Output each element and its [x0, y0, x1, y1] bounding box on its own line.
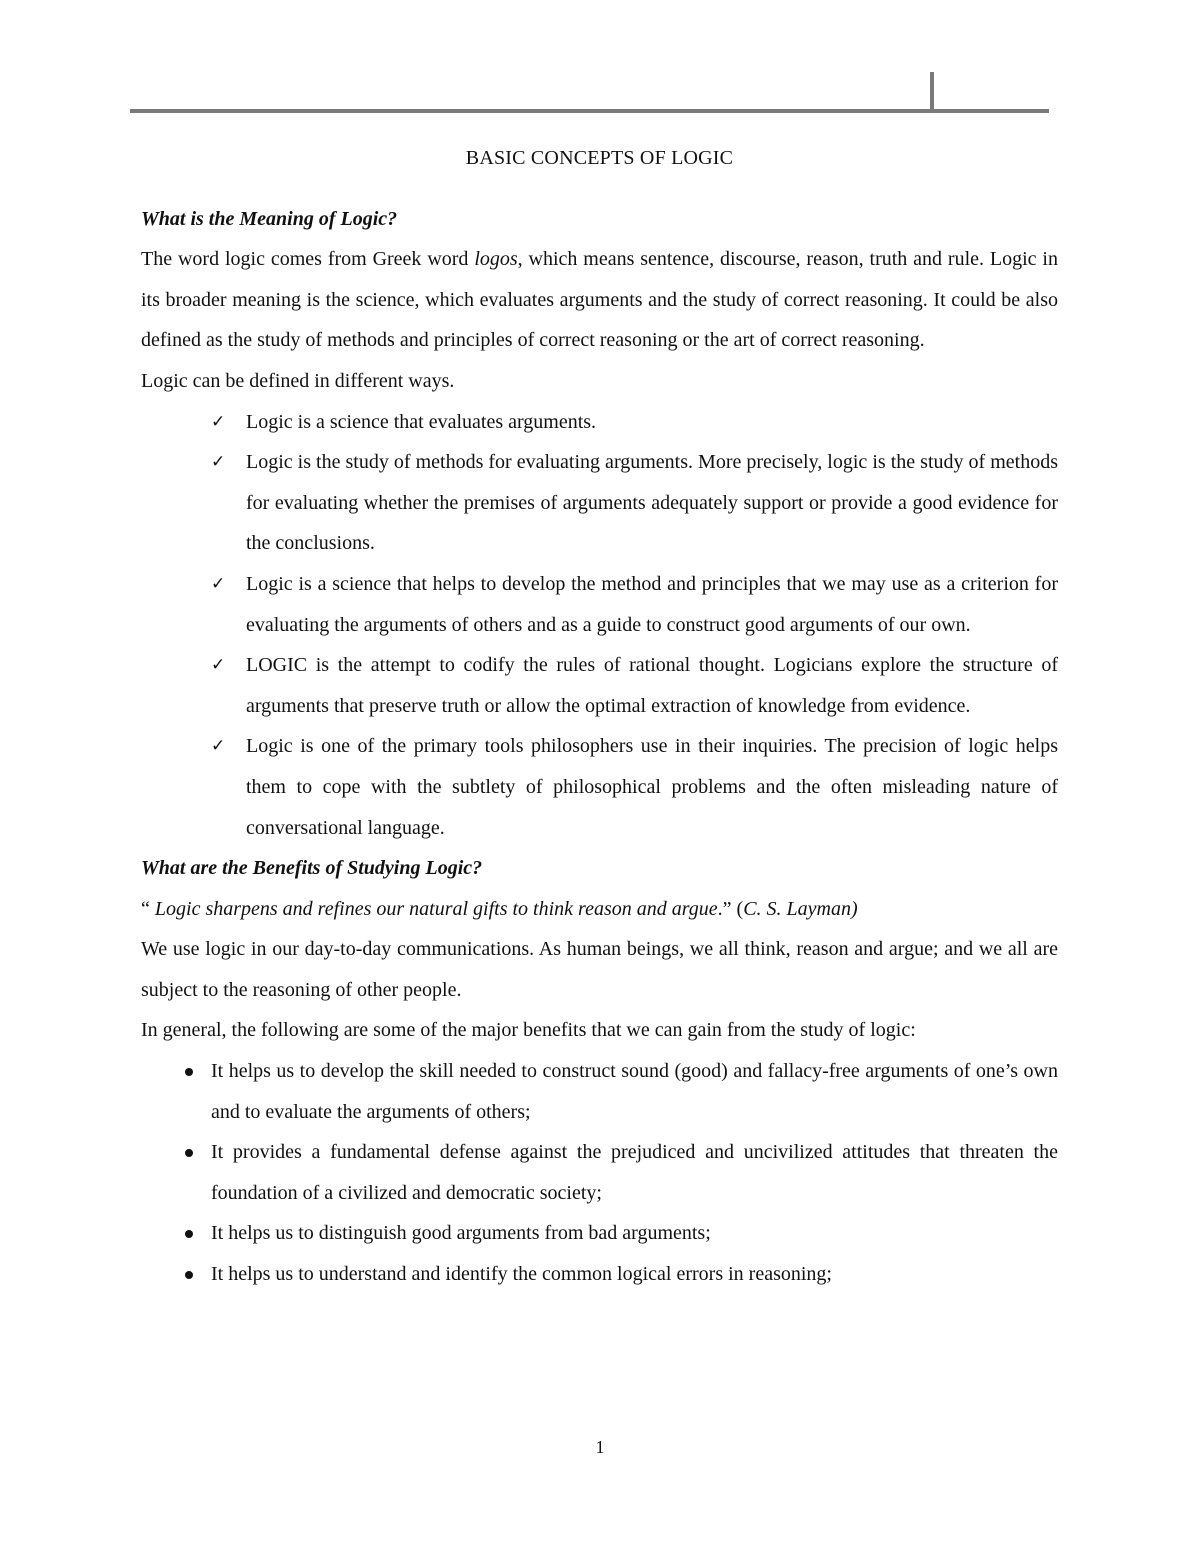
benefit-text: It helps us to develop the skill needed to construct sound (good) and fallacy-free arguments of one’s own and to evaluate the arguments of others;	[211, 1060, 1058, 1123]
section-heading-benefits: What are the Benefits of Studying Logic?	[141, 857, 483, 880]
benefits-lead: In general, the following are some of the major benefits that we can gain from the study of logic:	[141, 1019, 916, 1042]
benefits-paragraph: We use logic in our day-to-day communications. As human beings, we all think, reason and argue; and we all are subject to the reasoning of other people.	[141, 938, 1058, 1001]
quote-author: C. S. Layman)	[743, 897, 858, 920]
benefit-text: It helps us to understand and identify the common logical errors in reasoning;	[211, 1263, 832, 1286]
section-heading-meaning: What is the Meaning of Logic?	[141, 207, 398, 230]
term-logos: logos	[474, 248, 518, 271]
definition-text: Logic is a science that evaluates arguments.	[246, 410, 597, 433]
list-item	[141, 726, 1058, 848]
checkmark-icon: ✓	[211, 655, 226, 676]
header-rule	[130, 109, 1049, 113]
list-item	[141, 1132, 1058, 1213]
intro-paragraph	[141, 239, 1058, 361]
bullet-icon	[185, 1149, 193, 1157]
checkmark-icon: ✓	[211, 452, 226, 473]
quote-open-mark: “	[141, 897, 155, 920]
intro-text-end: , which means sentence, discourse, reason, truth and rule. Logic in its broader meaning is the science, which evaluates arguments and the study of correct reasoning. It could be also defined as the study of methods and principles of correct reasoning or the art of correct reasoning.	[141, 248, 1058, 352]
quote-close-mark: .” (	[717, 897, 744, 920]
header-rule-tick	[930, 72, 934, 111]
benefit-text: It provides a fundamental defense against the prejudiced and uncivilized attitudes that threaten the foundation of a civilized and democratic society;	[211, 1141, 1058, 1204]
bullet-icon	[185, 1068, 193, 1076]
benefit-text: It helps us to distinguish good arguments from bad arguments;	[211, 1222, 711, 1245]
quote	[141, 889, 1058, 930]
list-item	[141, 1213, 1058, 1254]
definitions-lead: Logic can be defined in different ways.	[141, 369, 455, 392]
document-title: BASIC CONCEPTS OF LOGIC	[465, 147, 734, 169]
intro-text-start: The word logic comes from Greek word	[141, 248, 475, 271]
quote-text: Logic sharpens and refines our natural gifts to think reason and argue	[154, 897, 718, 920]
list-item	[141, 1254, 1058, 1295]
list-item	[141, 564, 1058, 645]
definition-text: Logic is a science that helps to develop the method and principles that we may use as a criterion for evaluating the arguments of others and as a guide to construct good arguments of our own.	[246, 572, 1058, 636]
document-body	[141, 138, 1058, 1295]
list-item	[141, 442, 1058, 564]
list-item	[141, 1051, 1058, 1132]
checkmark-icon: ✓	[211, 736, 226, 757]
definitions-list	[141, 402, 1058, 849]
list-item	[141, 645, 1058, 726]
page-number: 1	[595, 1437, 605, 1457]
bullet-icon	[185, 1271, 193, 1279]
definition-text: LOGIC is the attempt to codify the rules of rational thought. Logicians explore the structure of arguments that preserve truth or allow the optimal extraction of knowledge from evidence.	[246, 654, 1058, 717]
bullet-icon	[185, 1230, 193, 1238]
definition-text: Logic is the study of methods for evaluating arguments. More precisely, logic is the study of methods for evaluating whether the premises of arguments adequately support or provide a good evidence for the conclusions.	[246, 451, 1058, 555]
benefits-list	[141, 1051, 1058, 1295]
checkmark-icon: ✓	[211, 411, 226, 432]
list-item	[141, 402, 1058, 443]
definition-text: Logic is one of the primary tools philosophers use in their inquiries. The precision of logic helps them to cope with the subtlety of philosophical problems and the often misleading nature of conversational language.	[246, 735, 1058, 839]
checkmark-icon: ✓	[211, 573, 226, 594]
